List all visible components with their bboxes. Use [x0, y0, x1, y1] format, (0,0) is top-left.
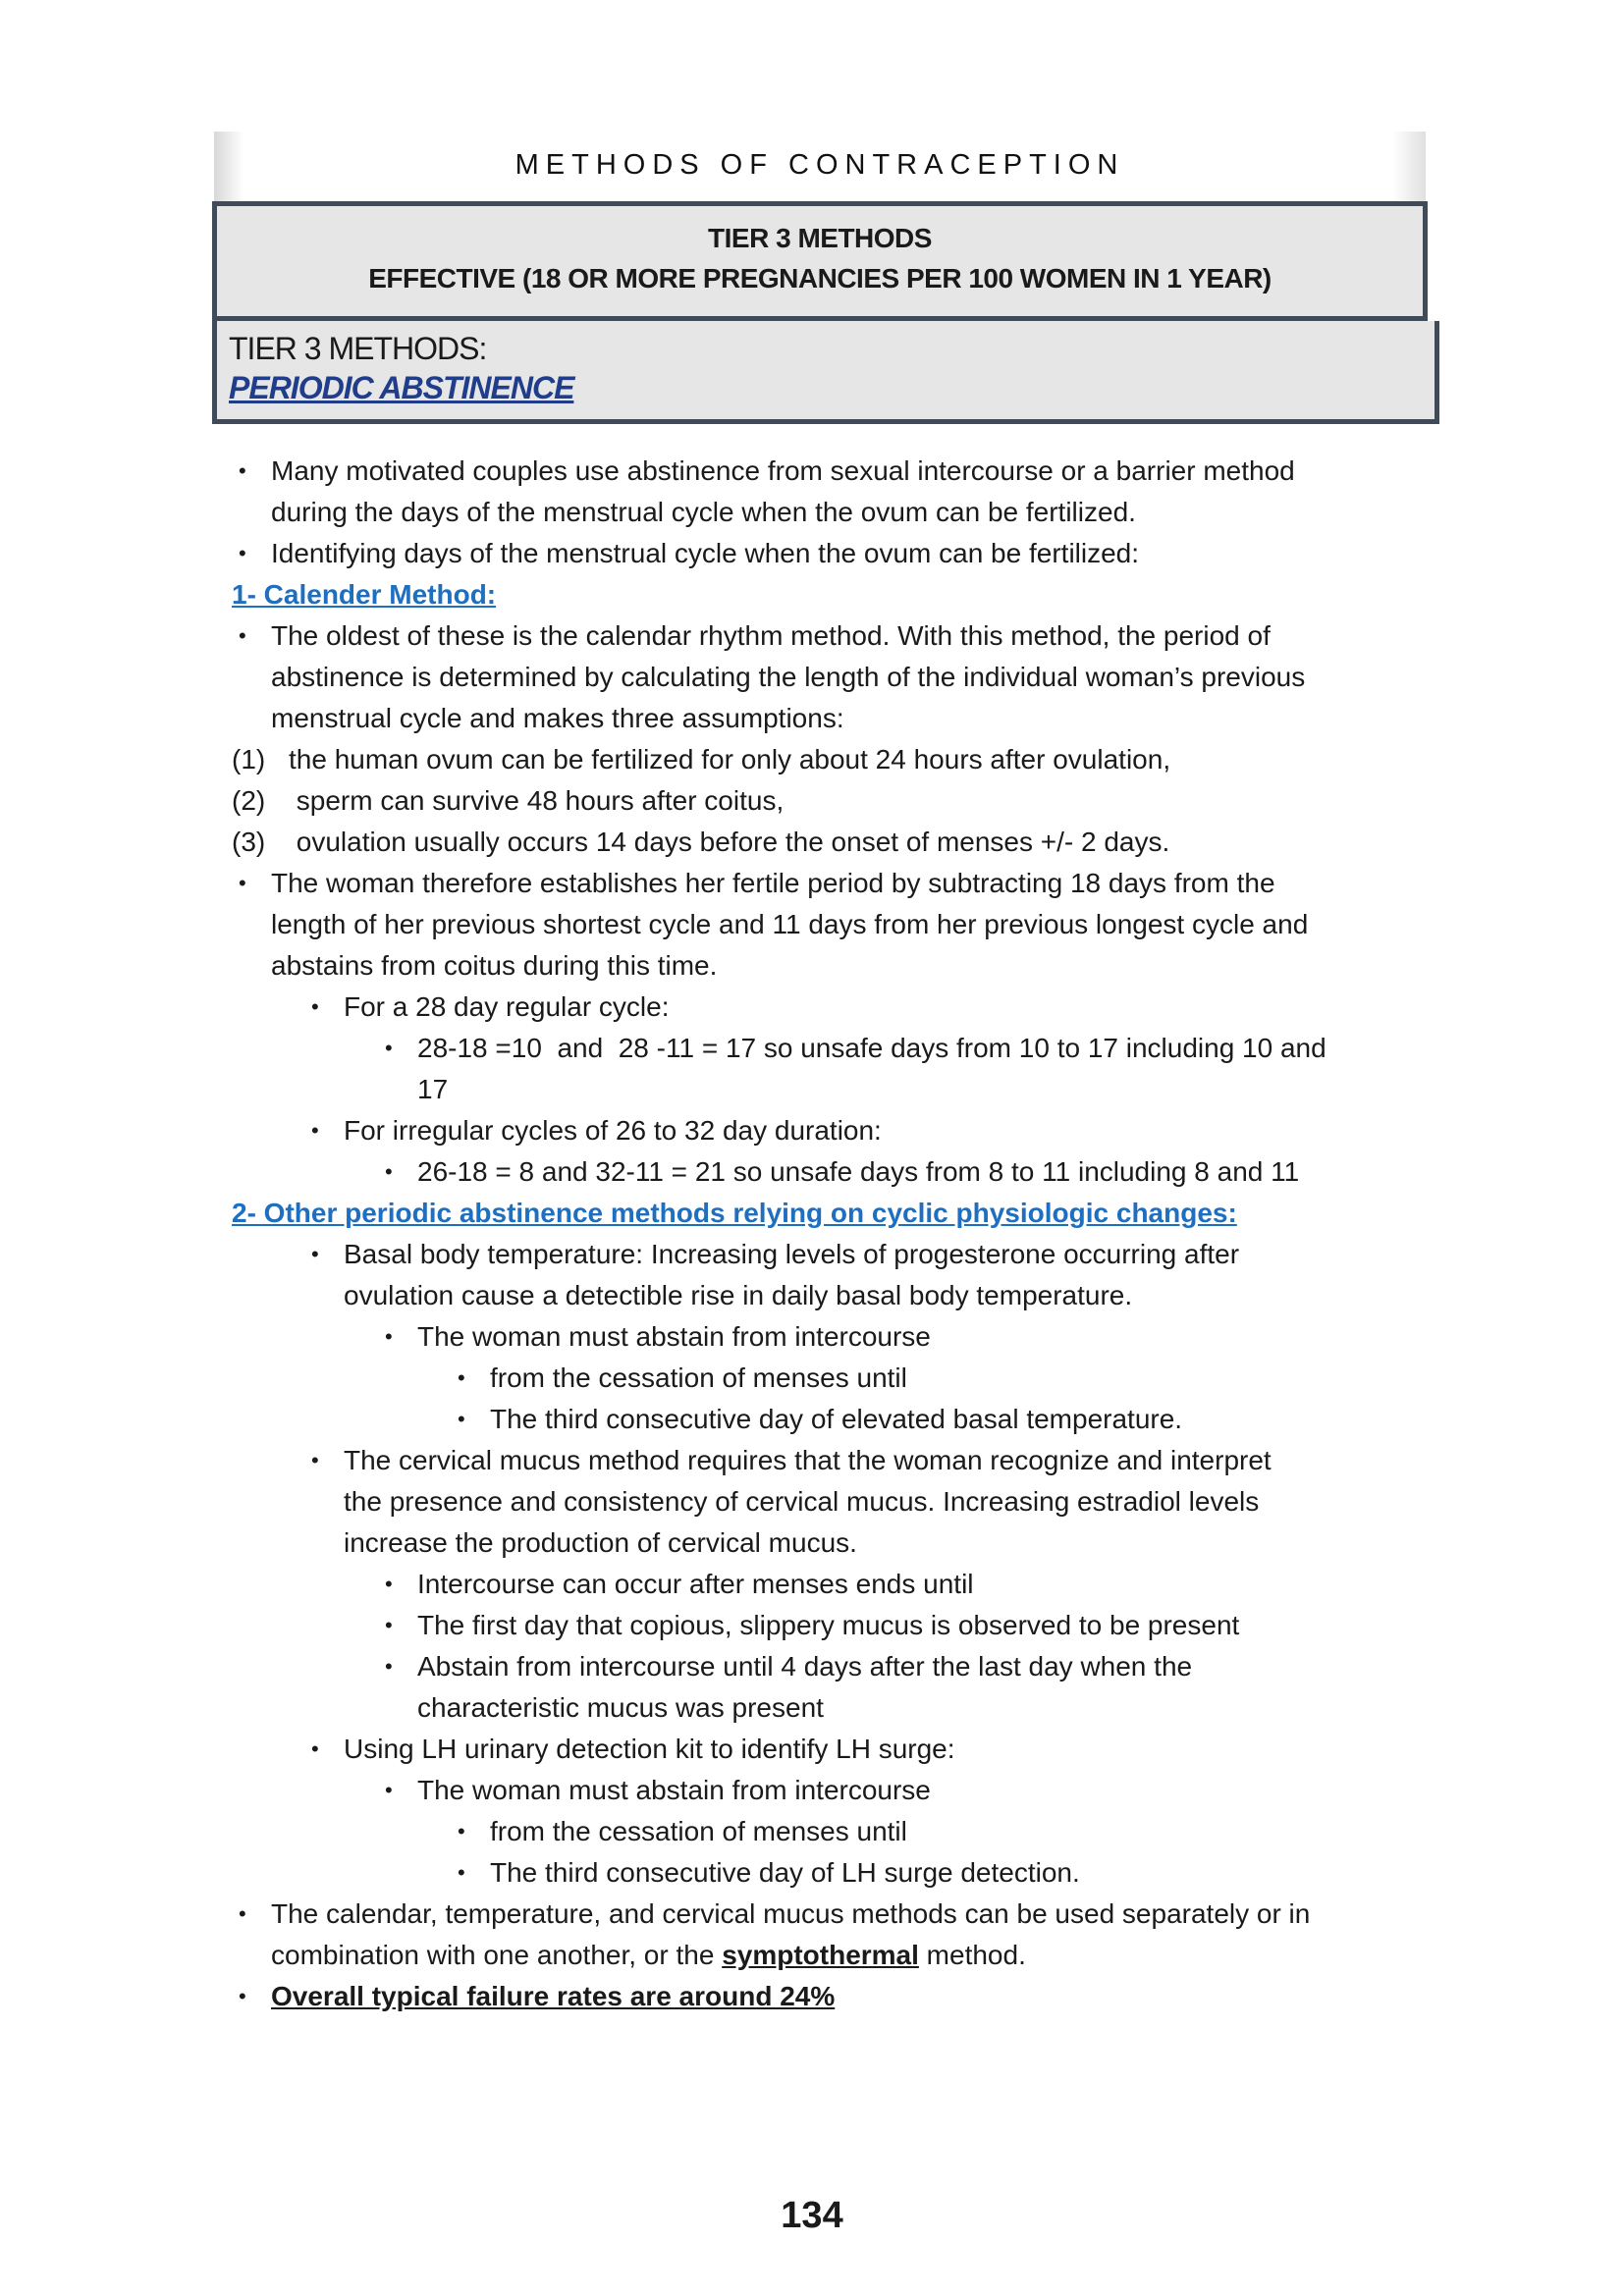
list-number: (3) [232, 827, 266, 857]
line-text [490, 1852, 1080, 1894]
text-segment: the human ovum can be fertilized for only about 24 hours after ovulation, [289, 744, 1171, 774]
bullet-icon: • [385, 1613, 393, 1637]
line-text [417, 1605, 1239, 1646]
line-text [271, 1935, 1026, 1976]
line-text [417, 1646, 1192, 1687]
text-segment: Many motivated couples use abstinence from sexual intercourse or a barrier method [271, 455, 1295, 486]
line-text [417, 1564, 974, 1605]
tier-panel [212, 201, 1428, 321]
section-subheading [0, 1193, 1624, 1234]
text-segment: abstains from coitus during this time. [271, 950, 718, 981]
section-label: TIER 3 METHODS: [229, 331, 487, 366]
line-text [271, 657, 1305, 698]
section-topic: PERIODIC ABSTINENCE [229, 370, 574, 405]
text-segment: The cervical mucus method requires that the woman recognize and interpret [344, 1445, 1272, 1475]
text-segment: 28-18 =10 and 28 -11 = 17 so unsafe days from 10 to 17 including 10 and [417, 1033, 1326, 1063]
line-text [289, 822, 1169, 863]
text-segment: The woman must abstain from intercourse [417, 1321, 931, 1352]
text-line [0, 492, 1624, 533]
text-segment: 26-18 = 8 and 32-11 = 21 so unsafe days from 8 to 11 including 8 and 11 [417, 1156, 1300, 1187]
text-segment: sperm can survive 48 hours after coitus, [289, 785, 785, 816]
line-text [289, 739, 1170, 780]
section-panel [212, 321, 1439, 424]
line-text [271, 533, 1139, 574]
text-line [0, 904, 1624, 945]
text-segment: abstinence is determined by calculating the length of the individual woman’s previous [271, 662, 1306, 692]
text-line [0, 533, 1624, 574]
line-text [417, 1770, 931, 1811]
bullet-icon: • [458, 1407, 465, 1431]
line-text [417, 1687, 824, 1729]
page-number: 134 [781, 2195, 843, 2236]
text-segment: Abstain from intercourse until 4 days after the last day when the [417, 1651, 1193, 1682]
bullet-icon: • [385, 1572, 393, 1596]
bullet-icon: • [311, 1736, 319, 1761]
line-text [344, 1234, 1239, 1275]
text-line [0, 987, 1624, 1028]
bullet-icon: • [458, 1860, 465, 1885]
text-line [0, 1976, 1624, 2017]
text-segment: the presence and consistency of cervical mucus. Increasing estradiol levels [344, 1486, 1260, 1517]
text-segment: combination with one another, or the [271, 1940, 723, 1970]
text-segment: from the cessation of menses until [490, 1362, 907, 1393]
bullet-icon: • [239, 1984, 246, 2008]
text-line [0, 780, 1624, 822]
text-line [0, 1811, 1624, 1852]
text-segment: during the days of the menstrual cycle when the ovum can be fertilized. [271, 497, 1136, 527]
text-line [0, 1646, 1624, 1687]
content-body [0, 451, 1624, 2017]
list-number: (1) [232, 744, 266, 774]
line-text [271, 451, 1295, 492]
bullet-icon: • [458, 1819, 465, 1843]
line-text [271, 945, 717, 987]
header-banner [214, 132, 1426, 202]
bullet-icon: • [311, 1242, 319, 1266]
bullet-icon: • [239, 1901, 246, 1926]
document-title: METHODS OF CONTRACEPTION [514, 149, 1125, 181]
line-text [232, 1193, 1237, 1234]
line-text [417, 1151, 1299, 1193]
text-line [0, 1522, 1624, 1564]
line-text [271, 863, 1275, 904]
text-segment: Intercourse can occur after menses ends until [417, 1569, 974, 1599]
subheading-text: 1- Calender Method: [232, 579, 497, 610]
text-segment: The third consecutive day of LH surge detection. [490, 1857, 1080, 1888]
text-segment: ovulation cause a detectible rise in daily basal body temperature. [344, 1280, 1133, 1310]
text-line [0, 1687, 1624, 1729]
text-segment: Identifying days of the menstrual cycle when the ovum can be fertilized: [271, 538, 1140, 568]
text-segment: menstrual cycle and makes three assumptions: [271, 703, 844, 733]
emphasis-text: Overall typical failure rates are around 24% [271, 1981, 836, 2011]
line-text [232, 574, 496, 615]
text-line [0, 1770, 1624, 1811]
line-text [417, 1069, 448, 1110]
text-segment: from the cessation of menses until [490, 1816, 907, 1846]
text-line [0, 1729, 1624, 1770]
line-text [271, 1894, 1310, 1935]
text-line [0, 1234, 1624, 1275]
line-text [344, 1481, 1259, 1522]
section-subheading [0, 574, 1624, 615]
line-text [344, 1522, 857, 1564]
text-segment: increase the production of cervical mucus. [344, 1527, 857, 1558]
text-line [0, 739, 1624, 780]
subheading-text: 2- Other periodic abstinence methods relying on cyclic physiologic changes: [232, 1198, 1237, 1228]
text-segment: The woman must abstain from intercourse [417, 1775, 931, 1805]
text-line [0, 1894, 1624, 1935]
text-segment: For irregular cycles of 26 to 32 day duration: [344, 1115, 882, 1146]
bullet-icon: • [239, 458, 246, 483]
line-text [417, 1028, 1326, 1069]
line-text [271, 698, 844, 739]
text-segment: 17 [417, 1074, 449, 1104]
line-text [344, 1729, 955, 1770]
line-text [344, 1275, 1132, 1316]
line-text [344, 1440, 1272, 1481]
text-line [0, 1358, 1624, 1399]
text-line [0, 1852, 1624, 1894]
text-segment: The first day that copious, slippery mucus is observed to be present [417, 1610, 1240, 1640]
text-line [0, 1399, 1624, 1440]
text-line [0, 1440, 1624, 1481]
line-text [490, 1811, 907, 1852]
bullet-icon: • [385, 1159, 393, 1184]
bullet-icon: • [385, 1324, 393, 1349]
line-text [271, 904, 1308, 945]
text-line [0, 1605, 1624, 1646]
bullet-icon: • [239, 871, 246, 895]
tier-heading: TIER 3 METHODS [708, 223, 932, 253]
bullet-icon: • [385, 1036, 393, 1060]
text-line [0, 1028, 1624, 1069]
text-line [0, 1935, 1624, 1976]
line-text [344, 1110, 882, 1151]
text-segment: The oldest of these is the calendar rhythm method. With this method, the period of [271, 620, 1271, 651]
effectiveness-heading: EFFECTIVE (18 OR MORE PREGNANCIES PER 100 WOMEN IN 1 YEAR) [368, 263, 1272, 294]
text-segment: length of her previous shortest cycle and 11 days from her previous longest cycle and [271, 909, 1309, 939]
text-line [0, 1069, 1624, 1110]
text-line [0, 1275, 1624, 1316]
line-text [289, 780, 784, 822]
text-line [0, 1481, 1624, 1522]
text-segment: Using LH urinary detection kit to identify LH surge: [344, 1734, 955, 1764]
bullet-icon: • [311, 994, 319, 1019]
text-line [0, 657, 1624, 698]
text-line [0, 1316, 1624, 1358]
line-text [271, 615, 1271, 657]
line-text [271, 492, 1136, 533]
list-number: (2) [232, 785, 266, 816]
text-line [0, 698, 1624, 739]
bullet-icon: • [311, 1118, 319, 1143]
text-line [0, 451, 1624, 492]
bullet-icon: • [458, 1365, 465, 1390]
bullet-icon: • [239, 623, 246, 648]
line-text [490, 1358, 907, 1399]
text-segment: The woman therefore establishes her fertile period by subtracting 18 days from the [271, 868, 1275, 898]
text-segment: The third consecutive day of elevated basal temperature. [490, 1404, 1183, 1434]
line-text [490, 1399, 1182, 1440]
bullet-icon: • [385, 1654, 393, 1679]
text-line [0, 1151, 1624, 1193]
line-text [417, 1316, 931, 1358]
text-line [0, 615, 1624, 657]
text-line [0, 863, 1624, 904]
text-segment: The calendar, temperature, and cervical mucus methods can be used separately or in [271, 1898, 1311, 1929]
text-segment: Basal body temperature: Increasing levels of progesterone occurring after [344, 1239, 1240, 1269]
text-line [0, 822, 1624, 863]
text-segment: For a 28 day regular cycle: [344, 991, 670, 1022]
text-line [0, 1564, 1624, 1605]
line-text [344, 987, 670, 1028]
text-line [0, 945, 1624, 987]
bullet-icon: • [385, 1778, 393, 1802]
text-segment: characteristic mucus was present [417, 1692, 824, 1723]
line-text [271, 1976, 835, 2017]
bullet-icon: • [239, 541, 246, 565]
text-segment: method. [918, 1940, 1026, 1970]
text-line [0, 1110, 1624, 1151]
bullet-icon: • [311, 1448, 319, 1472]
emphasis-text: symptothermal [722, 1940, 919, 1970]
text-segment: ovulation usually occurs 14 days before the onset of menses +/- 2 days. [289, 827, 1170, 857]
